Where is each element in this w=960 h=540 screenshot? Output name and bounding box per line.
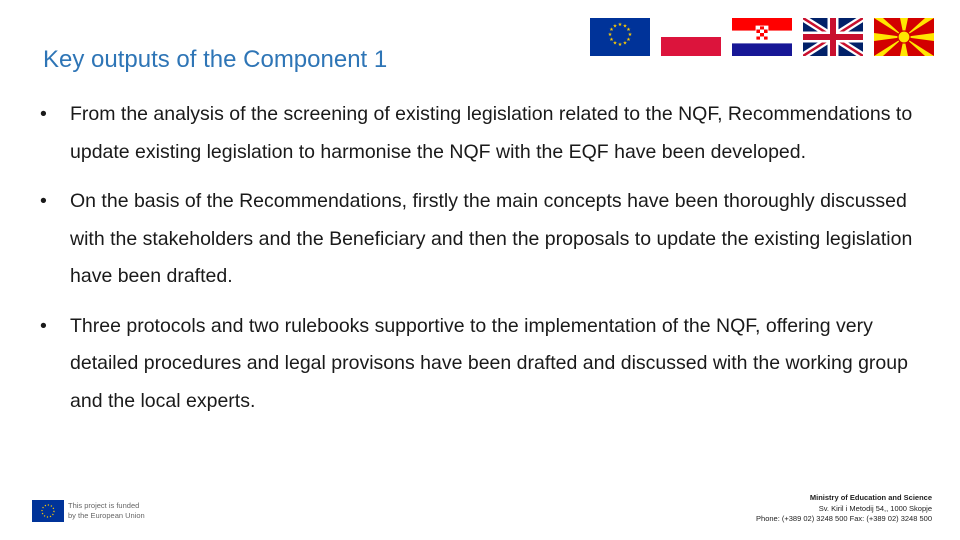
ministry-contact (756, 493, 932, 525)
svg-text:★: ★ (617, 42, 623, 48)
eu-flag-small-icon (32, 500, 64, 522)
svg-text:★: ★ (627, 32, 633, 38)
svg-text:★: ★ (626, 37, 631, 43)
ministry-address: Sv. Kiril i Metodij 54,, 1000 Skopje (818, 503, 932, 513)
bullet-item (40, 96, 930, 171)
north-macedonia-flag-icon (874, 18, 934, 56)
funded-line-2: by the European Union (68, 511, 145, 520)
bullet-text: From the analysis of the screening of existing legislation related to the NQF, Recommendations to update existing legislation to harmonise the NQF with the EQF have been developed. (70, 103, 913, 163)
uk-flag-icon (803, 18, 863, 56)
croatia-flag-icon (732, 18, 792, 56)
svg-text:★: ★ (612, 23, 618, 30)
slide-title: Key outputs of the Component 1 (43, 46, 388, 73)
bullet-marker: • (40, 103, 47, 125)
svg-text:★: ★ (622, 23, 628, 30)
poland-flag-icon (661, 18, 721, 56)
svg-text:★: ★ (622, 40, 628, 47)
svg-text:★: ★ (609, 27, 614, 33)
bullet-text: Three protocols and two rulebooks supportive to the implementation of the NQF, offering very detailed procedures and legal provisons have been drafted and discussed with the working group and the local experts. (70, 314, 908, 412)
bullet-text: On the basis of the Recommendations, firstly the main concepts have been thoroughly discussed with the stakeholders and the Beneficiary and then the proposals to update the existing legislation have been drafted. (70, 190, 913, 287)
bullet-item (40, 183, 930, 296)
funded-line-1: This project is funded (68, 501, 140, 510)
eu-funding-notice (32, 500, 182, 524)
bullet-marker: • (40, 314, 47, 337)
funded-text (68, 501, 178, 521)
svg-text:★: ★ (626, 27, 631, 33)
ministry-name: Ministry of Education and Science (809, 493, 932, 502)
flag-strip (590, 18, 935, 58)
svg-text:★: ★ (607, 32, 613, 38)
ministry-phone-fax: Phone: (+389 02) 3248 500 Fax: (+389 02) 3248 500 (756, 514, 932, 523)
bullet-list (40, 96, 930, 432)
bullet-item (40, 308, 930, 421)
eu-flag-icon (590, 18, 650, 56)
svg-text:★: ★ (617, 22, 623, 28)
svg-text:★: ★ (609, 37, 614, 43)
bullet-marker: • (40, 190, 47, 212)
svg-text:★: ★ (612, 40, 618, 47)
